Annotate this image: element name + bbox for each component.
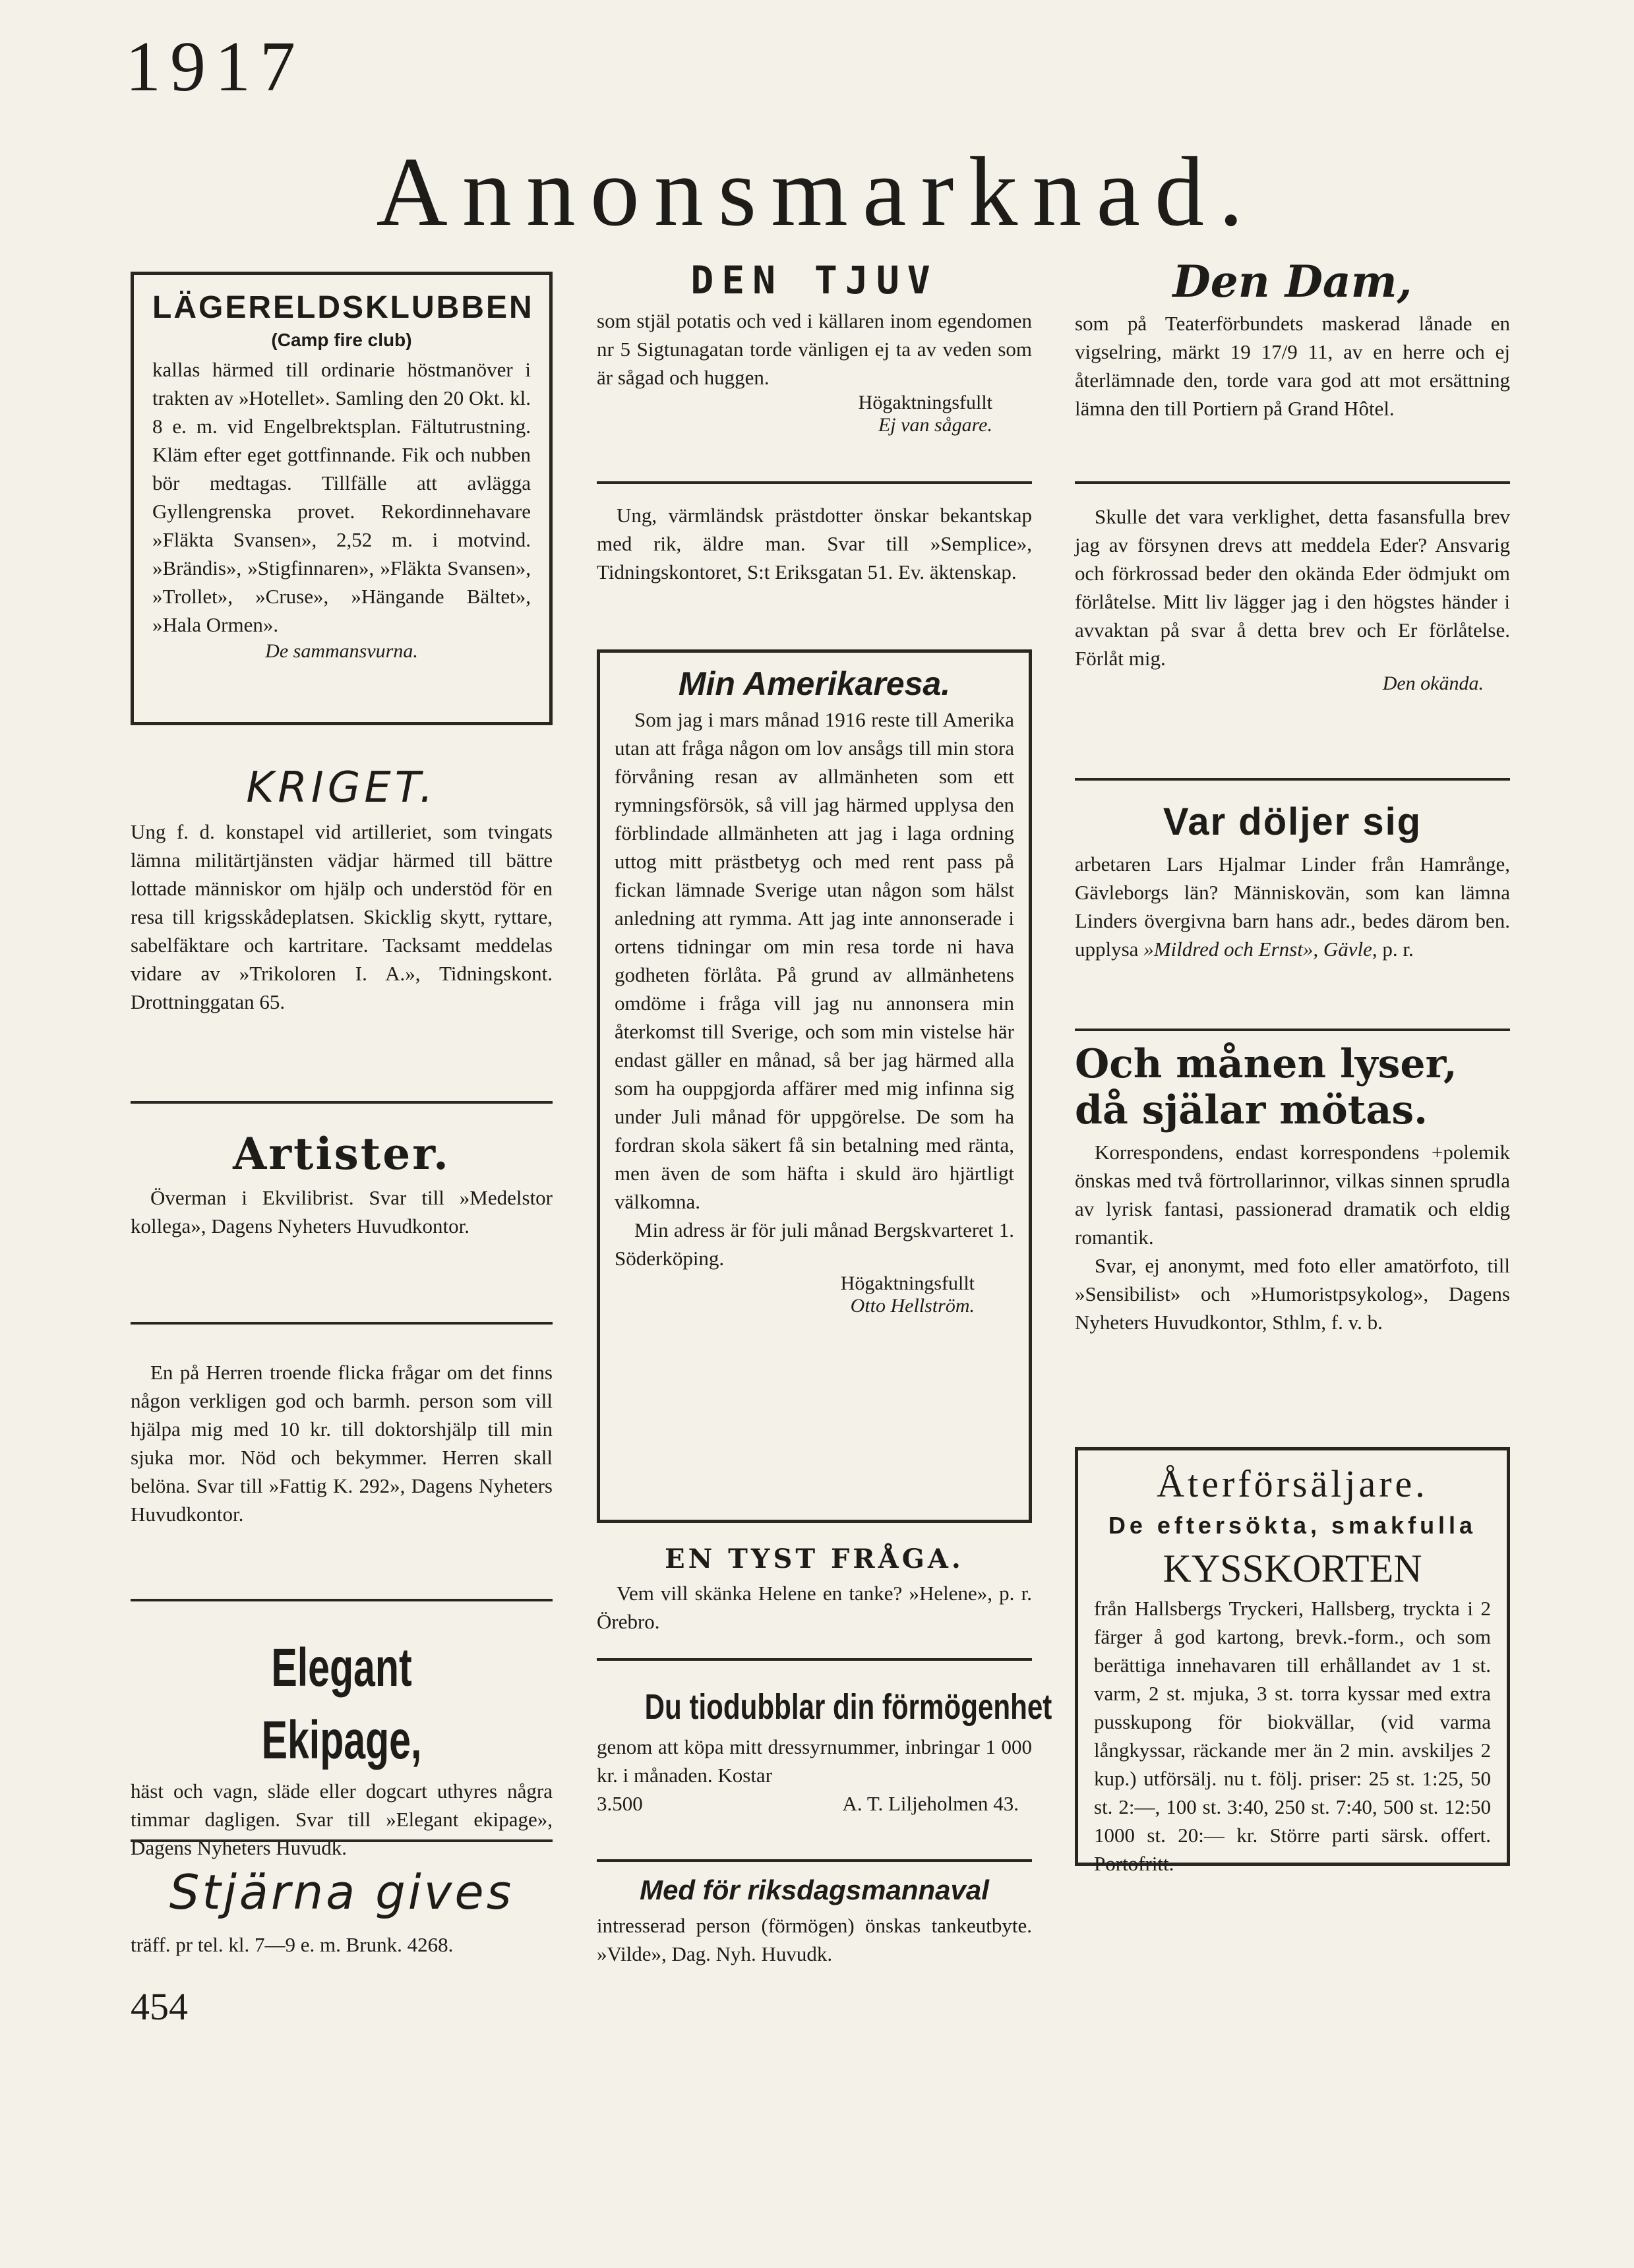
divider (1075, 481, 1510, 484)
divider (131, 1599, 553, 1601)
ad-subheading: De eftersökta, smakfulla (1108, 1512, 1477, 1539)
divider (1075, 778, 1510, 781)
ad-signature: De sammansvurna. (265, 640, 418, 662)
ad-heading: Stjärna gives (169, 1865, 514, 1920)
ad-body-contact: »Mildred och Ernst», Gävle, (1143, 938, 1377, 961)
ad-lagereldsklubben (131, 272, 553, 725)
ad-stjarna (131, 1859, 553, 1959)
ad-riksdagsmannaval (597, 1869, 1032, 1968)
ad-heading: Den Dam, (1172, 256, 1412, 307)
ad-subheading: (Camp fire club) (271, 330, 412, 350)
ad-den-okanda (1075, 502, 1510, 695)
ad-flicka (131, 1358, 553, 1528)
ad-body: En på Herren troende flicka frågar om det finns någon verkligen god och barmh. person som vill hjälpa mig med 10 kr. till doktorshjälp till min sjuka mor. Nöd och bekymmer. Herren skall belöna. Svar till »Fattig K. 292», Dagens Nyheters Huvudkontor. (131, 1361, 553, 1526)
ad-price-row (597, 1789, 1032, 1818)
ad-var-doljer-sig (1075, 794, 1510, 963)
divider (1075, 1029, 1510, 1031)
page-title: Annonsmarknad. (376, 137, 1258, 247)
ad-body: kallas härmed till ordinarie höstmanöver i trakten av »Hotellet». Samling den 20 Okt. kl. 8 e. m. vid Engelbrektsplan. Fältutrustning. Kläm efter eget gottfinnande. Fik och nubben bör medtagas. Tillfälle att avlägga Gyllengrenska provet. Rekordinnehavare »Fläkta Svansen», 2,52 m. i motvind. »Brändis», »Stigfinnaren», »Fläkta Svansen», »Trollet», »Cruse», »Hängande Bältet», »Hala Ormen». (152, 358, 531, 636)
divider (597, 481, 1032, 484)
ad-heading: Du tiodubblar din förmögenhet (644, 1687, 1052, 1727)
ad-tiodubblar (597, 1681, 1052, 1818)
ad-den-tjuv (597, 254, 1032, 436)
ad-en-tyst-fraga (597, 1539, 1032, 1636)
ad-body: intresserad person (förmögen) önskas tankeutbyte. »Vilde», Dag. Nyh. Huvudk. (597, 1914, 1032, 1965)
ad-heading: Var döljer sig (1163, 800, 1422, 843)
divider (597, 1658, 1032, 1661)
ad-signature: A. T. Liljeholmen 43. (842, 1792, 1019, 1815)
ad-ekipage (131, 1632, 553, 1862)
ad-heading-line2: då själar mötas. (1075, 1087, 1428, 1133)
page-number: 454 (131, 1985, 188, 2028)
ad-body-text: arbetaren Lars Hjalmar Linder från Hamrånge, Gävleborgs län? Människovän, som kan lämna Linders övergivna barn hans adr., bedes därom ben. upplysa (1075, 852, 1510, 961)
ad-body: Vem vill skänka Helene en tanke? »Helene», p. r. Örebro. (597, 1582, 1032, 1633)
ad-body: Skulle det vara verklighet, detta fasansfulla brev jag av försynen drevs att meddela Eder? Ansvarig och förkrossad beder den okända Eder ödmjukt om förlåtelse. Mitt liv lägger jag i den högstes händer i avvaktan på svar å detta brev och Er förlåtelse. Förlåt mig. (1075, 505, 1510, 670)
divider (131, 1101, 553, 1104)
ad-heading: KRIGET. (246, 763, 437, 812)
ad-body: Ung f. d. konstapel vid artilleriet, som tvingats lämna militärtjänsten vädjar härmed till bättre lottade människor om hjälp och understöd för en resa till krigsskådeplatsen. Skicklig skytt, ryttare, sabelfäktare och kartritare. Tacksamt meddelas vidare av »Trikoloren I. A.», Tidningskont. Drottninggatan 65. (131, 820, 553, 1013)
ad-kriget (131, 758, 553, 1016)
ad-body: Ung, värmländsk prästdotter önskar bekantskap med rik, äldre man. Svar till »Semplice», Tidningskontoret, S:t Eriksgatan 51. Ev. äktenskap. (597, 504, 1032, 583)
ad-heading: Elegant Ekipage, (261, 1638, 422, 1770)
ad-heading: Med för riksdagsmannaval (640, 1874, 989, 1905)
ad-body: som på Teaterförbundets maskerad lånade en vigselring, märkt 19 17/9 11, av en herre och ej återlämnade den, torde vara god att mot ersättning lämna den till Portiern på Grand Hôtel. (1075, 312, 1510, 420)
page-year: 1917 (125, 28, 305, 106)
ad-body: Som jag i mars månad 1916 reste till Amerika utan att fråga någon om lov ansågs till min stora förvåning resan av allmänheten som ett rymningsförsök, så vill jag härmed upplysa den förblindade allmänheten att jag i laga ordning uttog mitt prästbetyg och med rent pass på fickan lämnade Sverige utan någon som hälst anledning att rymma. Att jag inte annonserade i ortens tidningar om min resa torde ni hava godheten förlåta. På grund av allmänhetens omdöme i fråga vill jag nu annonsera min återkomst till Sverige, och som min vistelse här endast gäller en månad, så ber jag härmed alla som ha ouppgjorda affärer med mig infinna sig under Juli månad för uppgörelse. De som ha fordran skola säkert få sin betalning med ränta, men även de som häfta i skuld äro hjärtligt välkomna. (615, 708, 1014, 1213)
ad-heading: EN TYST FRÅGA. (665, 1543, 964, 1574)
ad-signature: Ej van sågare. (878, 414, 992, 436)
ad-body: häst och vagn, släde eller dogcart uthyres några timmar dagligen. Svar till »Elegant ekipage», Dagens Nyheters Huvudk. (131, 1779, 553, 1859)
ad-min-amerikaresa (597, 649, 1032, 1523)
ad-product: KYSSKORTEN (1163, 1547, 1422, 1590)
ad-body: Korrespondens, endast korrespondens +polemik önskas med två förtrollarinnor, vilkas sinnen sprudla av lyrisk fantasi, passionerad dramatik och eldig romantik. (1075, 1141, 1510, 1249)
ad-prastdotter (597, 501, 1032, 586)
ad-signature: Otto Hellström. (850, 1295, 975, 1317)
ad-body: träff. pr tel. kl. 7—9 e. m. Brunk. 4268. (131, 1933, 454, 1956)
ad-closing: Högaktningsfullt (858, 392, 992, 413)
divider (131, 1322, 553, 1325)
ad-signature: Den okända. (1382, 672, 1484, 694)
ad-body-end: p. r. (1377, 938, 1414, 961)
ad-heading: Återförsäljare. (1157, 1462, 1428, 1505)
ad-heading: DEN TJUV (690, 258, 938, 303)
ad-body: Överman i Ekvilibrist. Svar till »Medelstor kollega», Dagens Nyheters Huvudkontor. (131, 1186, 553, 1238)
ad-artister (131, 1124, 553, 1240)
ad-closing: Högaktningsfullt (840, 1272, 975, 1294)
ad-heading: Artister. (233, 1128, 450, 1179)
ad-heading: LÄGERELDSKLUBBEN (152, 290, 534, 325)
ad-body-address: Min adress är för juli månad Bergskvarteret 1. Söderköping. (615, 1218, 1014, 1270)
ad-den-dam (1075, 254, 1510, 423)
ad-heading: Min Amerikaresa. (678, 665, 951, 702)
ad-heading-line1: Och månen lyser, (1075, 1041, 1457, 1087)
ad-body (1075, 850, 1510, 963)
ad-och-manen-lyser (1075, 1042, 1510, 1336)
ad-body: som stjäl potatis och ved i källaren inom egendomen nr 5 Sigtunagatan torde vänligen ej ta av veden som är sågad och huggen. (597, 309, 1032, 389)
ad-aterforsaljare (1075, 1447, 1510, 1875)
divider (131, 1839, 553, 1842)
divider (597, 1859, 1032, 1862)
ad-body: genom att köpa mitt dressyrnummer, inbringar 1 000 kr. i månaden. Kostar (597, 1735, 1032, 1787)
ad-body-reply: Svar, ej anonymt, med foto eller amatörfoto, till »Sensibilist» och »Humoristpsykolog», Dagens Nyheters Huvudkontor, Sthlm, f. v. b. (1075, 1254, 1510, 1334)
ad-body: från Hallsbergs Tryckeri, Hallsberg, tryckta i 2 färger å god kartong, brevk.-form., och som berättiga innehavaren till erhållandet av 1 st. varm, 2 st. mjuka, 3 st. torra kyssar med extra pusskupong för biokvällar, (vid varma långkyssar, räckande mer än 2 min. avskiljes 2 kup.) utförsälj. nu t. följ. priser: 25 st. 1:25, 50 st. 2:—, 100 st. 3:40, 250 st. 7:40, 500 st. 12:50 1000 st. 20:— kr. Större parti särsk. offert. Portofritt. (1094, 1597, 1491, 1875)
ad-price: 3.500 (597, 1792, 643, 1815)
